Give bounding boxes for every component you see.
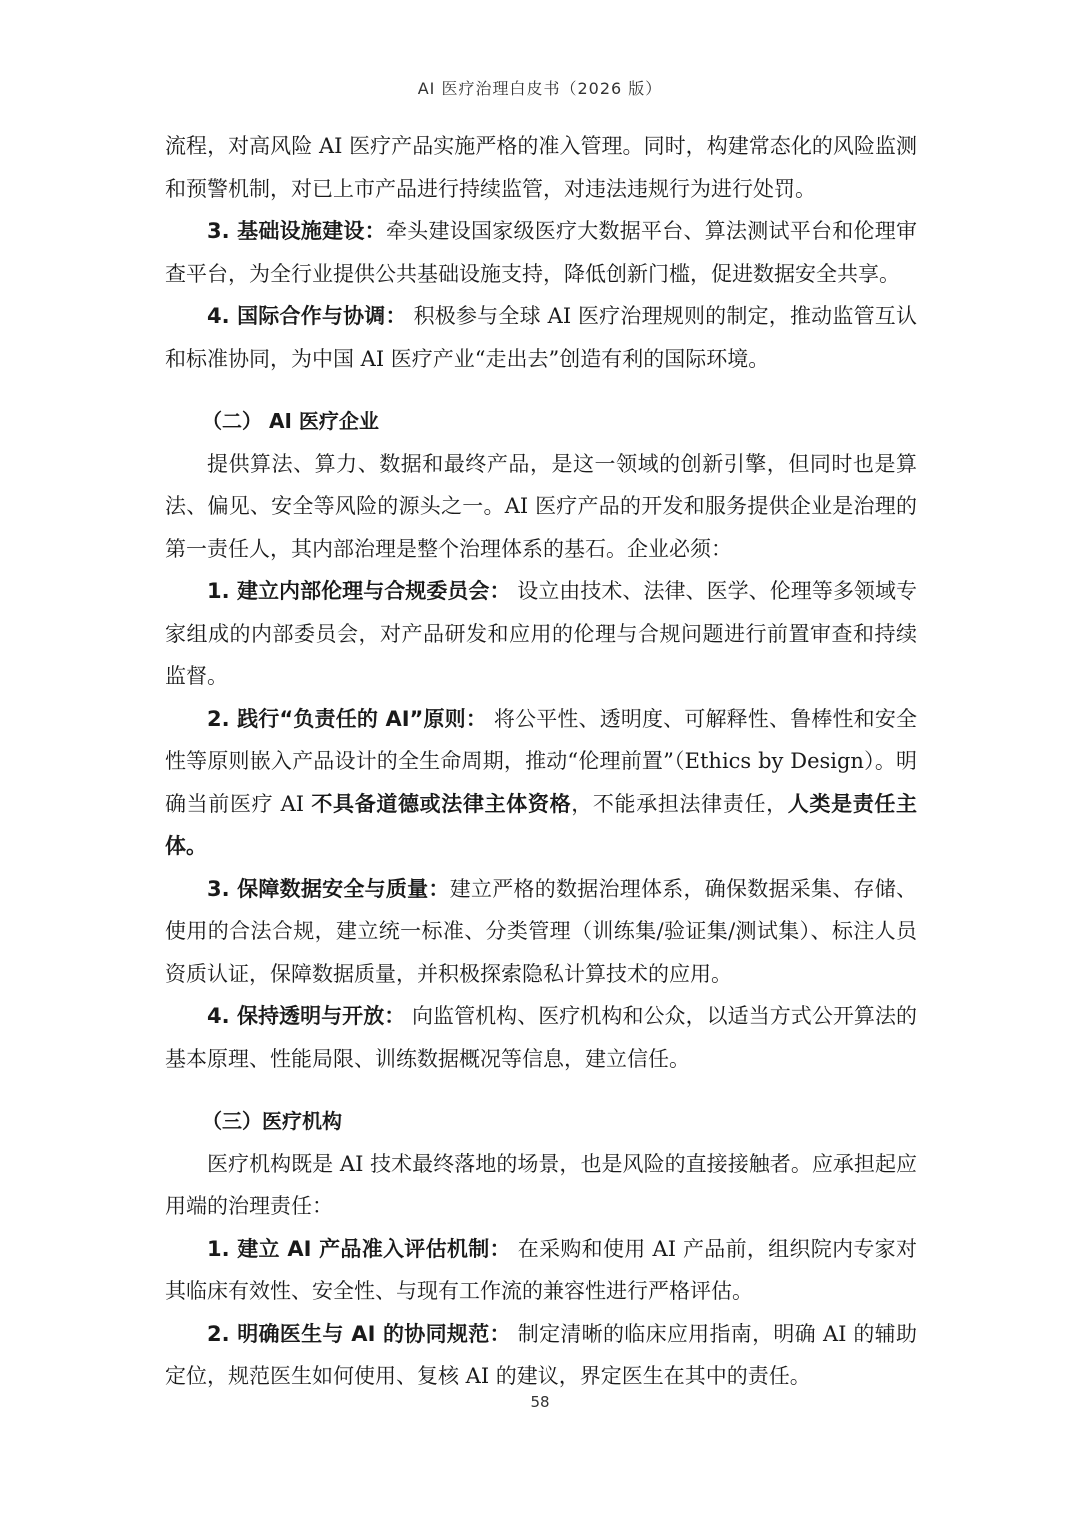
item-text: 向监管机构、医疗机构和公众，以适当方式公开算法的基本原理、性能局限、训练数据概况等信息，建立信任。 [165, 1004, 917, 1071]
running-header: AI 医疗治理白皮书（2026 版） [417, 79, 663, 98]
item-text: 将公平性、透明度、可解释性、鲁棒性和安全性等原则嵌入产品设计的全生命周期，推动“伦理前置”（Ethics by Design）。明确当前医疗 AI [165, 706, 917, 816]
list-item [165, 570, 917, 698]
paragraph: 提供算法、算力、数据和最终产品，是这一领域的创新引擎，但同时也是算法、偏见、安全等风险的源头之一。AI 医疗产品的开发和服务提供企业是治理的第一责任人，其内部治理是整个治理体系的基石。企业必须： [165, 451, 917, 561]
item-title: 1. 建立内部伦理与合规委员会： [207, 579, 511, 603]
list-item [165, 1313, 917, 1398]
item-text: 积极参与全球 AI 医疗治理规则的制定，推动监管互认和标准协同，为中国 AI 医疗产业“走出去”创造有利的国际环境。 [165, 304, 917, 371]
body-text [165, 125, 917, 1398]
item-title: 4. 国际合作与协调： [207, 304, 407, 328]
item-text: 设立由技术、法律、医学、伦理等多领域专家组成的内部委员会，对产品研发和应用的伦理与合规问题进行前置审查和持续监督。 [165, 579, 917, 688]
section-heading: （二） AI 医疗企业 [202, 409, 379, 433]
item-title: 3. 基础设施建设： [207, 219, 386, 243]
list-item [165, 210, 917, 295]
list-item [165, 868, 917, 996]
page-number: 58 [530, 1393, 550, 1411]
item-title: 2. 践行“负责任的 AI”原则： [207, 706, 488, 731]
item-text: 牵头建设国家级医疗大数据平台、算法测试平台和伦理审查平台，为全行业提供公共基础设施支持，降低创新门槛，促进数据安全共享。 [165, 219, 918, 286]
section-heading: （三）医疗机构 [202, 1109, 342, 1133]
list-item [165, 1228, 917, 1313]
item-title: 4. 保持透明与开放： [207, 1004, 406, 1028]
emphasis-text: 不具备道德或法律主体资格 [311, 791, 572, 816]
paragraph: 医疗机构既是 AI 技术最终落地的场景，也是风险的直接接触者。应承担起应用端的治理责任： [165, 1151, 917, 1218]
list-item [165, 995, 917, 1080]
item-text: 制定清晰的临床应用指南，明确 AI 的辅助定位，规范医生如何使用、复核 AI 的建议，界定医生在其中的责任。 [165, 1321, 917, 1388]
list-item [165, 295, 917, 380]
list-item [165, 698, 917, 868]
item-text: 在采购和使用 AI 产品前，组织院内专家对其临床有效性、安全性、与现有工作流的兼容性进行严格评估。 [165, 1236, 917, 1303]
emphasis-text: 人类是责任主体 [165, 791, 918, 858]
item-title: 3. 保障数据安全与质量： [207, 876, 450, 901]
item-text: 建立严格的数据治理体系，确保数据采集、存储、使用的合法合规，建立统一标准、分类管理（训练集/验证集/测试集）、标注人员资质认证，保障数据质量，并积极探索隐私计算技术的应用。 [165, 876, 917, 986]
item-text: ，不能承担法律责任， [571, 791, 788, 816]
item-title: 1. 建立 AI 产品准入评估机制： [207, 1236, 511, 1261]
paragraph: 流程，对高风险 AI 医疗产品实施严格的准入管理。同时，构建常态化的风险监测和预警机制，对已上市产品进行持续监管，对违法违规行为进行处罚。 [165, 134, 917, 201]
item-text: 。 [186, 834, 207, 858]
item-title: 2. 明确医生与 AI 的协同规范： [207, 1321, 511, 1346]
